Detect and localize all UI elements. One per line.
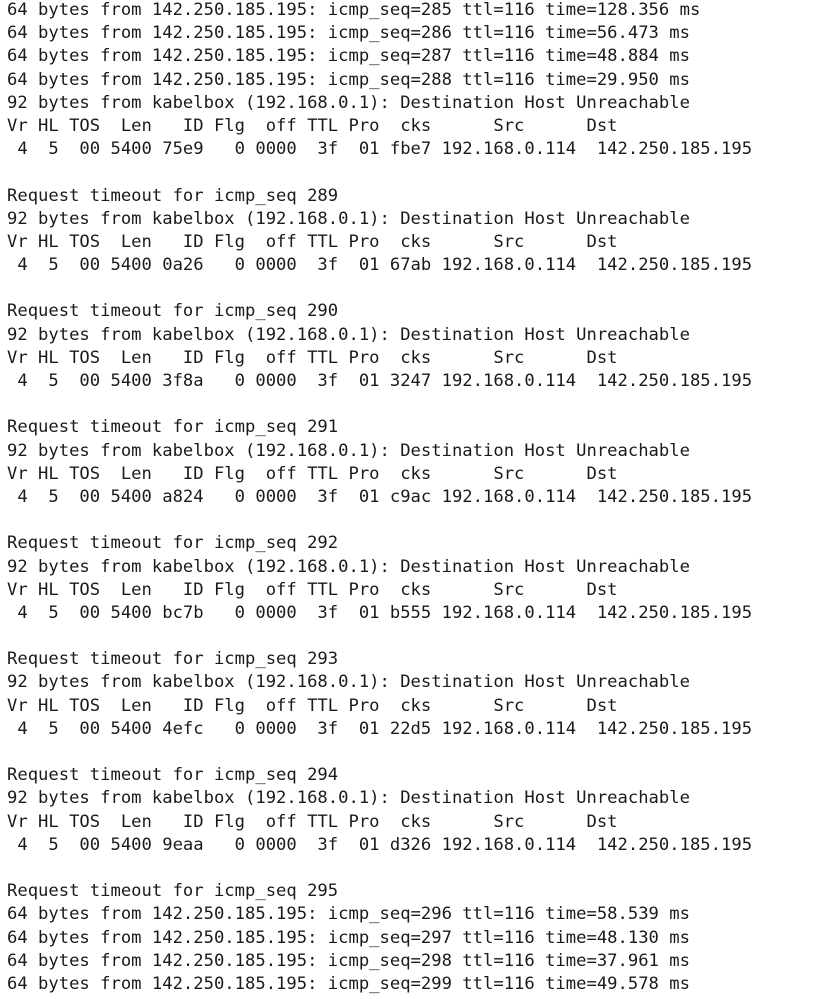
terminal-line bbox=[7, 625, 823, 648]
terminal-line: 64 bytes from 142.250.185.195: icmp_seq=296 ttl=116 time=58.539 ms bbox=[7, 904, 690, 925]
terminal-line: Request timeout for icmp_seq 294 bbox=[7, 765, 339, 786]
terminal-line: 64 bytes from 142.250.185.195: icmp_seq=297 ttl=116 time=48.130 ms bbox=[7, 927, 690, 948]
terminal-line: 92 bytes from kabelbox (192.168.0.1): Destination Host Unreachable bbox=[7, 556, 690, 577]
terminal-line: Request timeout for icmp_seq 290 bbox=[7, 301, 339, 322]
terminal-line: Vr HL TOS Len ID Flg off TTL Pro cks Src Dst bbox=[7, 231, 618, 252]
terminal-line: 4 5 00 5400 0a26 0 0000 3f 01 67ab 192.168.0.114 142.250.185.195 bbox=[7, 255, 753, 276]
terminal-line: 92 bytes from kabelbox (192.168.0.1): Destination Host Unreachable bbox=[7, 440, 690, 461]
terminal-line: 64 bytes from 142.250.185.195: icmp_seq=285 ttl=116 time=128.356 ms bbox=[7, 0, 701, 20]
terminal-line: Request timeout for icmp_seq 295 bbox=[7, 881, 339, 902]
terminal-line: Vr HL TOS Len ID Flg off TTL Pro cks Src Dst bbox=[7, 811, 618, 832]
terminal-line: 64 bytes from 142.250.185.195: icmp_seq=286 ttl=116 time=56.473 ms bbox=[7, 23, 690, 44]
terminal-line bbox=[7, 509, 823, 532]
terminal-line: 64 bytes from 142.250.185.195: icmp_seq=287 ttl=116 time=48.884 ms bbox=[7, 46, 690, 67]
terminal-line bbox=[7, 741, 823, 764]
terminal-line: 92 bytes from kabelbox (192.168.0.1): Destination Host Unreachable bbox=[7, 672, 690, 693]
terminal-line: 64 bytes from 142.250.185.195: icmp_seq=298 ttl=116 time=37.961 ms bbox=[7, 950, 690, 971]
terminal-line bbox=[7, 393, 823, 416]
terminal-line: 92 bytes from kabelbox (192.168.0.1): Destination Host Unreachable bbox=[7, 92, 690, 113]
terminal-line bbox=[7, 857, 823, 880]
terminal-line: Vr HL TOS Len ID Flg off TTL Pro cks Src Dst bbox=[7, 579, 618, 600]
terminal-line bbox=[7, 277, 823, 300]
terminal-line: 4 5 00 5400 3f8a 0 0000 3f 01 3247 192.168.0.114 142.250.185.195 bbox=[7, 371, 753, 391]
terminal-line: 4 5 00 5400 bc7b 0 0000 3f 01 b555 192.168.0.114 142.250.185.195 bbox=[7, 602, 753, 623]
terminal-line: Vr HL TOS Len ID Flg off TTL Pro cks Src Dst bbox=[7, 695, 618, 716]
terminal-line: 4 5 00 5400 4efc 0 0000 3f 01 22d5 192.168.0.114 142.250.185.195 bbox=[7, 718, 753, 739]
terminal-line: 92 bytes from kabelbox (192.168.0.1): Destination Host Unreachable bbox=[7, 208, 690, 229]
terminal-line bbox=[7, 161, 823, 184]
terminal-line: 64 bytes from 142.250.185.195: icmp_seq=288 ttl=116 time=29.950 ms bbox=[7, 69, 690, 90]
terminal-line: Request timeout for icmp_seq 289 bbox=[7, 185, 339, 206]
terminal-line: Vr HL TOS Len ID Flg off TTL Pro cks Src Dst bbox=[7, 463, 618, 484]
terminal-line: Request timeout for icmp_seq 293 bbox=[7, 649, 339, 670]
terminal-line: 4 5 00 5400 a824 0 0000 3f 01 c9ac 192.168.0.114 142.250.185.195 bbox=[7, 486, 753, 507]
terminal-line: Vr HL TOS Len ID Flg off TTL Pro cks Src Dst bbox=[7, 115, 618, 136]
terminal-line: 4 5 00 5400 9eaa 0 0000 3f 01 d326 192.168.0.114 142.250.185.195 bbox=[7, 834, 753, 855]
terminal-line: 4 5 00 5400 75e9 0 0000 3f 01 fbe7 192.168.0.114 142.250.185.195 bbox=[7, 139, 753, 160]
terminal-line: Request timeout for icmp_seq 291 bbox=[7, 417, 339, 438]
terminal-line: 92 bytes from kabelbox (192.168.0.1): Destination Host Unreachable bbox=[7, 324, 690, 345]
terminal-line: 92 bytes from kabelbox (192.168.0.1): Destination Host Unreachable bbox=[7, 788, 690, 809]
terminal-line: Request timeout for icmp_seq 292 bbox=[7, 533, 339, 554]
terminal-line: Vr HL TOS Len ID Flg off TTL Pro cks Src Dst bbox=[7, 347, 618, 368]
terminal-line: 64 bytes from 142.250.185.195: icmp_seq=299 ttl=116 time=49.578 ms bbox=[7, 973, 690, 994]
